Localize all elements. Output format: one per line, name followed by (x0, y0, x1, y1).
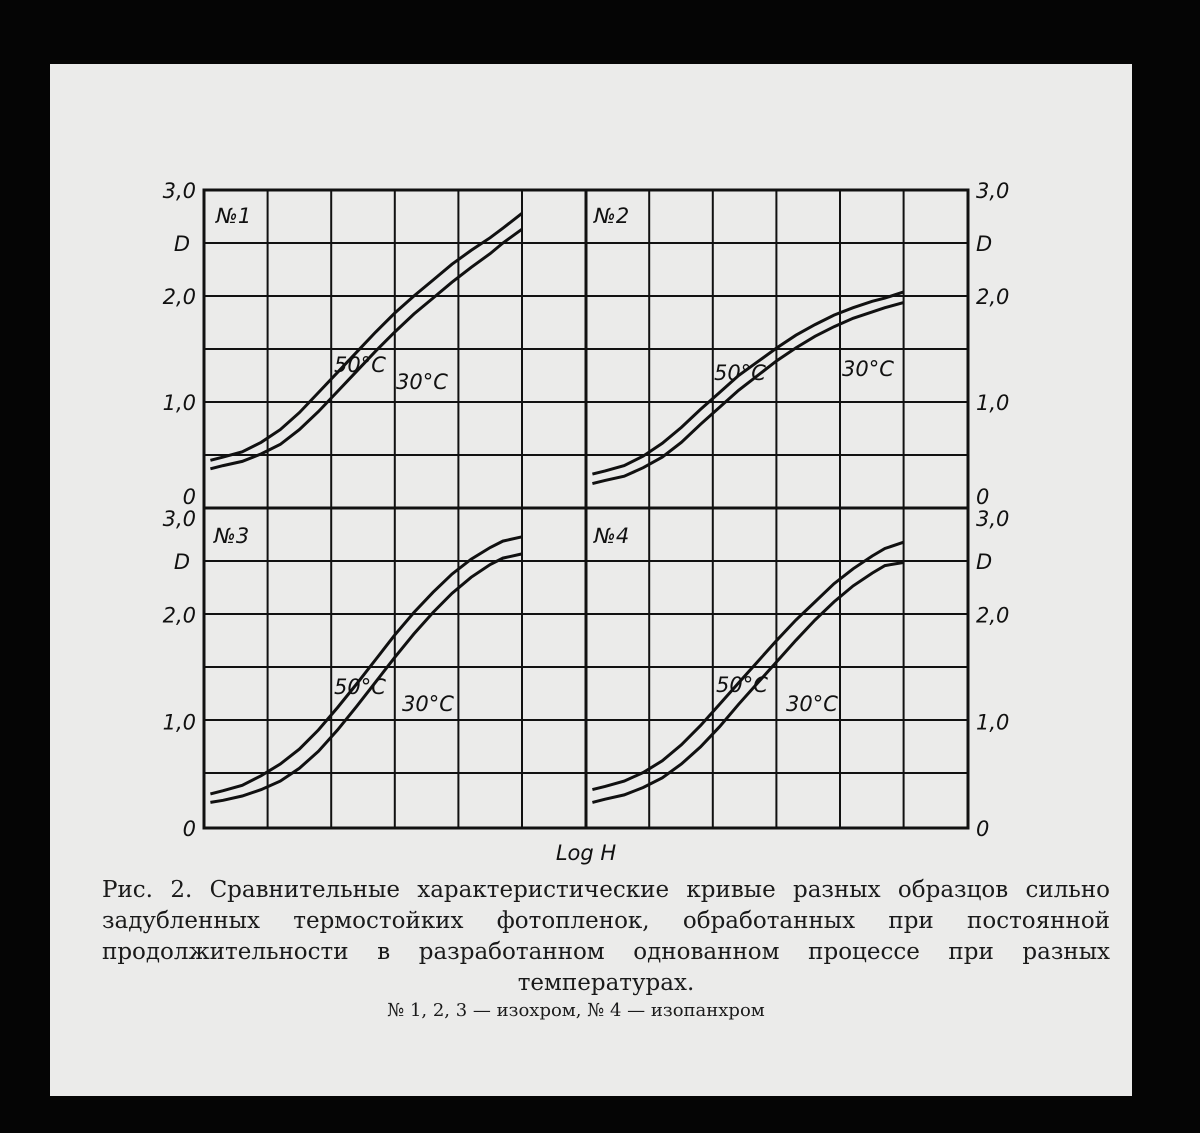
curve-50c-panel-4 (592, 542, 904, 790)
y-tick-left-top-3: 3,0 (162, 179, 196, 203)
y-axis-label-left-bottom: D (173, 550, 190, 574)
series-label-30c-panel-1: 30°C (396, 370, 448, 394)
curve-30c-panel-2 (592, 302, 904, 483)
panel-label-2: №2 (594, 204, 630, 228)
figure-caption: Рис. 2. Сравнительные характеристические кривые разных образцов сильно задубленных термостойких фотопленок, обработанных при постоянной продолжительности в разработанном однованном процессе при разных температурах. (102, 877, 1110, 996)
y-tick-right-bottom-2: 2,0 (976, 603, 1010, 628)
series-label-50c-panel-4: 50°C (716, 673, 768, 697)
series-label-30c-panel-3: 30°C (402, 692, 454, 716)
y-tick-right-top-3: 3,0 (976, 179, 1010, 203)
series-label-50c-panel-1: 50°C (334, 353, 386, 377)
y-tick-right-bottom-0: 0 (976, 817, 990, 841)
y-tick-left-top-2: 2,0 (162, 285, 196, 309)
y-tick-right-bottom-1: 1,0 (976, 710, 1010, 735)
y-axis-label-right-bottom: D (976, 550, 993, 574)
panel-label-4: №4 (594, 524, 630, 548)
curve-50c-panel-1 (210, 213, 522, 460)
y-tick-left-bottom-1: 1,0 (162, 710, 196, 735)
y-tick-left-bottom-3: 3,0 (162, 507, 196, 531)
y-tick-right-bottom-3: 3,0 (976, 507, 1010, 531)
y-tick-right-top-1: 1,0 (976, 391, 1010, 415)
series-label-50c-panel-2: 50°C (714, 361, 766, 385)
panel-label-1: №1 (216, 204, 252, 228)
y-axis-label-right-top: D (976, 232, 993, 256)
series-label-30c-panel-2: 30°C (842, 357, 894, 381)
y-tick-left-bottom-2: 2,0 (162, 603, 196, 628)
caption-note: № 1, 2, 3 — изохром, № 4 — изопанхром (387, 1000, 765, 1021)
y-tick-left-top-1: 1,0 (162, 391, 196, 415)
series-label-50c-panel-3: 50°C (334, 675, 386, 699)
y-tick-left-top-0: 0 (182, 485, 196, 509)
y-tick-right-top-0: 0 (976, 485, 990, 509)
y-tick-left-bottom-0: 0 (182, 817, 196, 841)
series-label-30c-panel-4: 30°C (786, 692, 838, 716)
y-axis-label-left-top: D (173, 232, 190, 256)
x-axis-label: Log H (555, 841, 617, 865)
y-tick-right-top-2: 2,0 (976, 285, 1010, 309)
panel-label-3: №3 (214, 524, 250, 548)
